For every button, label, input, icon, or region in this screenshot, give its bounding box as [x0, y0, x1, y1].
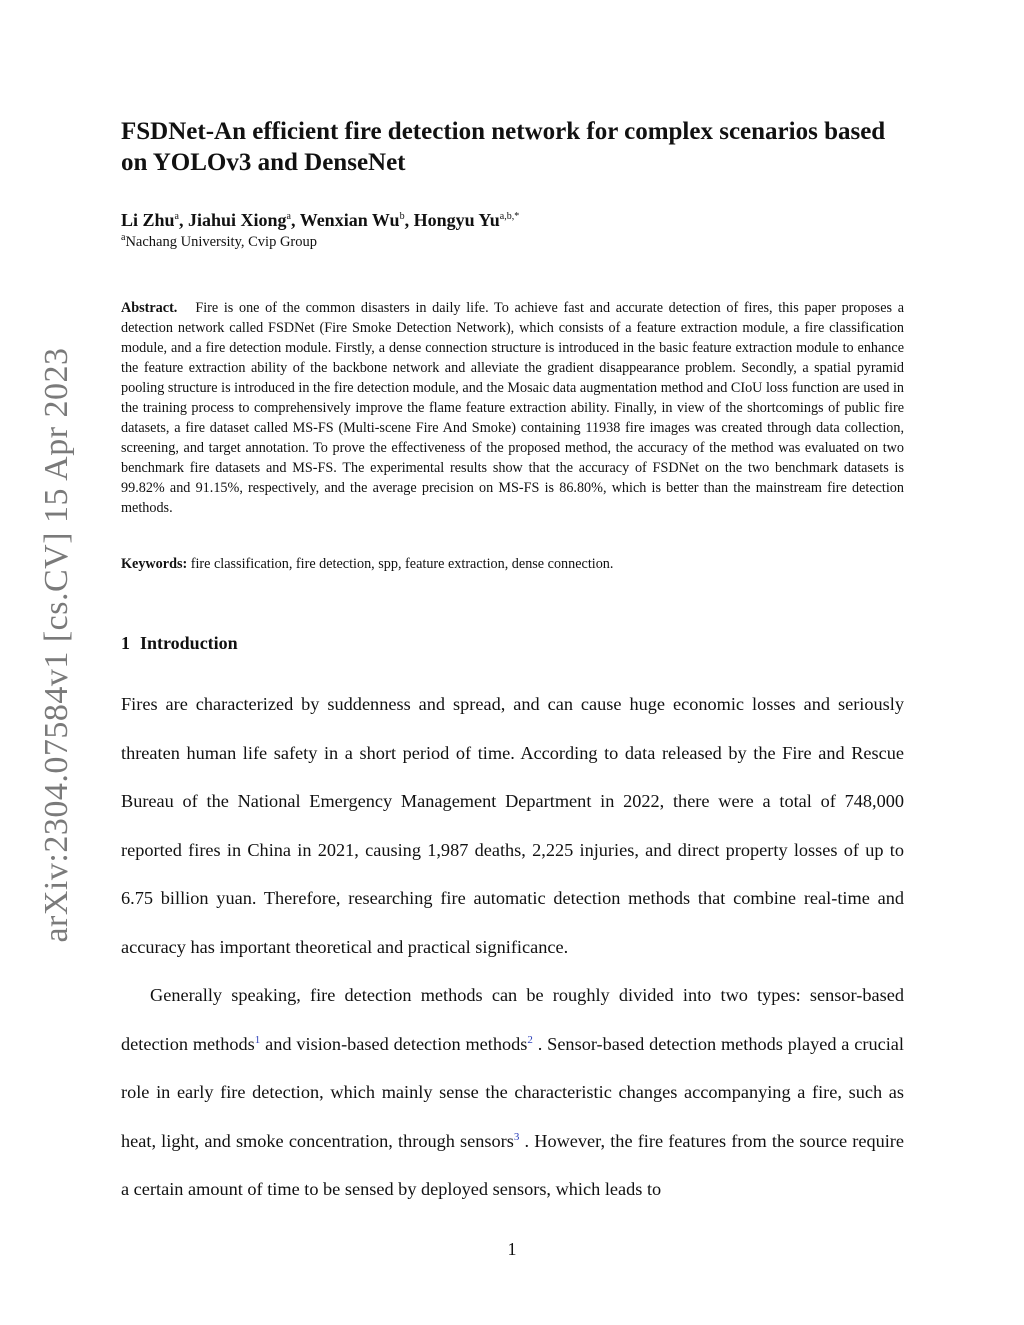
author-affiliation-marker: b — [399, 211, 405, 222]
author-affiliation-marker: a,b,* — [499, 211, 520, 222]
section-number: 1 — [121, 633, 130, 653]
affiliation-marker: a — [121, 232, 126, 244]
author-separator: , — [404, 210, 414, 230]
paragraph: Fires are characterized by suddenness and spread, and can cause huge economic losses and seriously threaten human life safety in a short period of time. According to data released by the Fire and Rescue Bureau of the National Emergency Management Department in 2022, there were a total of 748,000 reported fires in China in 2021, causing 1,987 deaths, 2,225 injuries, and direct property losses of up to 6.75 billion yuan. Therefore, researching fire automatic detection methods that combine real-time and accuracy has important theoretical and practical significance. — [121, 694, 904, 957]
page-number: 1 — [507, 1239, 517, 1259]
citation-link[interactable]: 3 — [513, 1130, 520, 1143]
citation-link[interactable]: 2 — [527, 1033, 533, 1046]
keywords-text: fire classification, fire detection, spp, feature extraction, dense connection. — [190, 556, 614, 572]
paragraph-text: . Sensor-based detection methods played a crucial role in early fire detection, which mainly sense the characteristic changes accompanying a fire, such as heat, light, and smoke concentration, through sensors — [121, 1033, 904, 1151]
abstract — [121, 298, 904, 518]
arxiv-identifier-stamp: arXiv:2304.07584v1 [cs.CV] 15 Apr 2023 — [38, 347, 75, 943]
section-heading — [121, 632, 904, 654]
keywords-label: Keywords: — [121, 556, 188, 572]
author-name: Jiahui Xiong — [188, 210, 287, 230]
author-separator: , — [291, 210, 300, 230]
keywords — [121, 554, 904, 574]
author-name: Hongyu Yu — [413, 210, 500, 230]
abstract-text: Fire is one of the common disasters in daily life. To achieve fast and accurate detection of fires, this paper proposes a detection network called FSDNet (Fire Smoke Detection Network), which consists of a feature extraction module, a fire classification module, and a fire detection module. Firstly, a dense connection structure is introduced in the basic feature extraction module to enhance the feature extraction ability of the backbone network and alleviate the gradient disappearance problem. Secondly, a spatial pyramid pooling structure is introduced in the fire detection module, and the Mosaic data augmentation method and CIoU loss function are used in the training process to comprehensively improve the flame feature extraction ability. Finally, in view of the shortcomings of public fire datasets, a fire dataset called MS-FS (Multi-scene Fire And Smoke) containing 11938 fire images was created through data collection, screening, and target annotation. To prove the effectiveness of the proposed method, the accuracy of the method was evaluated on two benchmark fire datasets and MS-FS. The experimental results show that the accuracy of FSDNet on the two benchmark datasets is 99.82% and 91.15%, respectively, and the average precision on MS-FS is 86.80%, which is better than the mainstream fire detection methods. — [121, 300, 904, 516]
section-title: Introduction — [140, 633, 238, 653]
author-list — [121, 209, 904, 231]
paragraph-text: . However, the fire features from the source require a certain amount of time to be sensed by deployed sensors, which leads to — [121, 1130, 905, 1199]
affiliation — [121, 233, 904, 251]
author-affiliation-marker: a — [286, 211, 291, 222]
affiliation-text: Nachang University, Cvip Group — [125, 234, 318, 250]
citation-link[interactable]: 1 — [254, 1033, 261, 1046]
author-name: Wenxian Wu — [299, 210, 400, 230]
paragraph — [121, 971, 904, 1214]
paragraph-text: Generally speaking, fire detection methods can be roughly divided into two types: sensor-based detection methods — [121, 985, 904, 1054]
author-name: Li Zhu — [121, 210, 175, 230]
paragraph-text: and vision-based detection methods — [260, 1033, 528, 1054]
author-separator: , — [179, 210, 188, 230]
paper-title: FSDNet-An efficient fire detection network for complex scenarios based on YOLOv3 and DenseNet — [121, 118, 886, 176]
abstract-label: Abstract. — [121, 300, 178, 316]
introduction-body — [121, 680, 904, 1214]
author-affiliation-marker: a — [174, 211, 179, 222]
